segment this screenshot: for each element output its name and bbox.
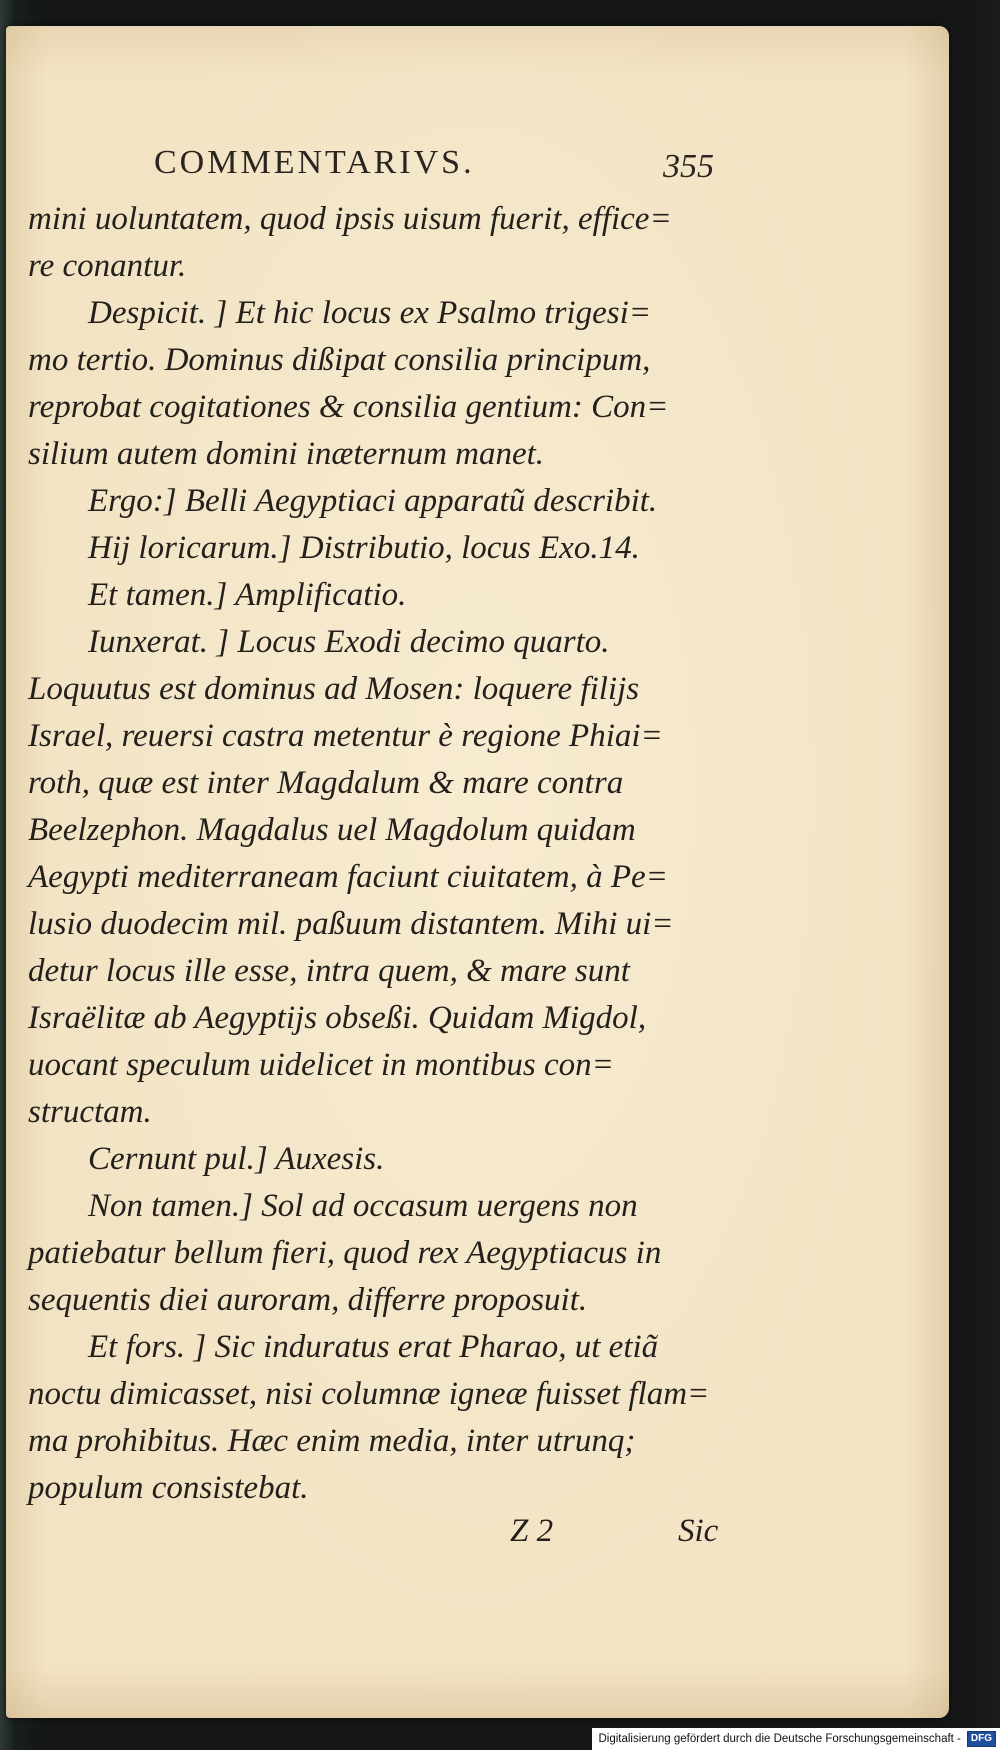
text-line: roth, quæ est inter Magdalum & mare contra [28,765,624,801]
text-line: reprobat cogitationes & consilia gentium: Con= [28,389,669,425]
credit-text: Digitalisierung gefördert durch die Deutsche Forschungsgemeinschaft - [598,1733,961,1745]
text-line: Et tamen.] Amplificatio. [88,577,407,613]
page-number: 355 [663,148,714,185]
text-line: Despicit. ] Et hic locus ex Psalmo trigesi= [88,295,652,331]
text-line: sequentis diei auroram, differre proposuit. [28,1282,588,1318]
text-line: patiebatur bellum fieri, quod rex Aegyptiacus in [28,1235,662,1271]
text-line: Hij loricarum.] Distributio, locus Exo.14. [88,530,640,566]
text-line: noctu dimicasset, nisi columnæ igneæ fuisset flam= [28,1376,710,1412]
page-foot [28,1508,728,1554]
text-line: Cernunt pul.] Auxesis. [88,1141,385,1177]
text-line: re conantur. [28,248,187,284]
text-line: Ergo:] Belli Aegyptiaci apparatũ describit. [88,483,658,519]
running-head: COMMENTARIVS. [154,144,475,181]
text-line: Non tamen.] Sol ad occasum uergens non [88,1188,638,1224]
text-line: Iunxerat. ] Locus Exodi decimo quarto. [88,624,610,660]
dfg-logo: DFG [967,1731,996,1747]
text-line: ma prohibitus. Hæc enim media, inter utrunq; [28,1423,636,1459]
text-line: Israëlitæ ab Aegyptijs obseßi. Quidam Migdol, [28,1000,647,1036]
text-line: structam. [28,1094,152,1130]
signature-mark: Z 2 [510,1513,554,1549]
book-page [6,26,949,1718]
text-line: Israel, reuersi castra metentur è regione Phiai= [28,718,663,754]
text-line: silium autem domini inæternum manet. [28,436,545,472]
text-line: Et fors. ] Sic induratus erat Pharao, ut etiã [88,1329,659,1365]
catchword: Sic [678,1513,719,1549]
text-line: mo tertio. Dominus dißipat consilia principum, [28,342,651,378]
text-line: Aegypti mediterraneam faciunt ciuitatem, à Pe= [28,859,668,895]
text-line: uocant speculum uidelicet in montibus con= [28,1047,614,1083]
text-line: populum consistebat. [28,1470,309,1506]
text-line: detur locus ille esse, intra quem, & mare sunt [28,953,630,989]
text-line: lusio duodecim mil. paßuum distantem. Mihi ui= [28,906,674,942]
text-line: Loquutus est dominus ad Mosen: loquere filijs [28,671,640,707]
text-line: mini uoluntatem, quod ipsis uisum fuerit, effice= [28,201,672,237]
text-line: Beelzephon. Magdalus uel Magdolum quidam [28,812,636,848]
digitization-credit [592,1728,1000,1750]
